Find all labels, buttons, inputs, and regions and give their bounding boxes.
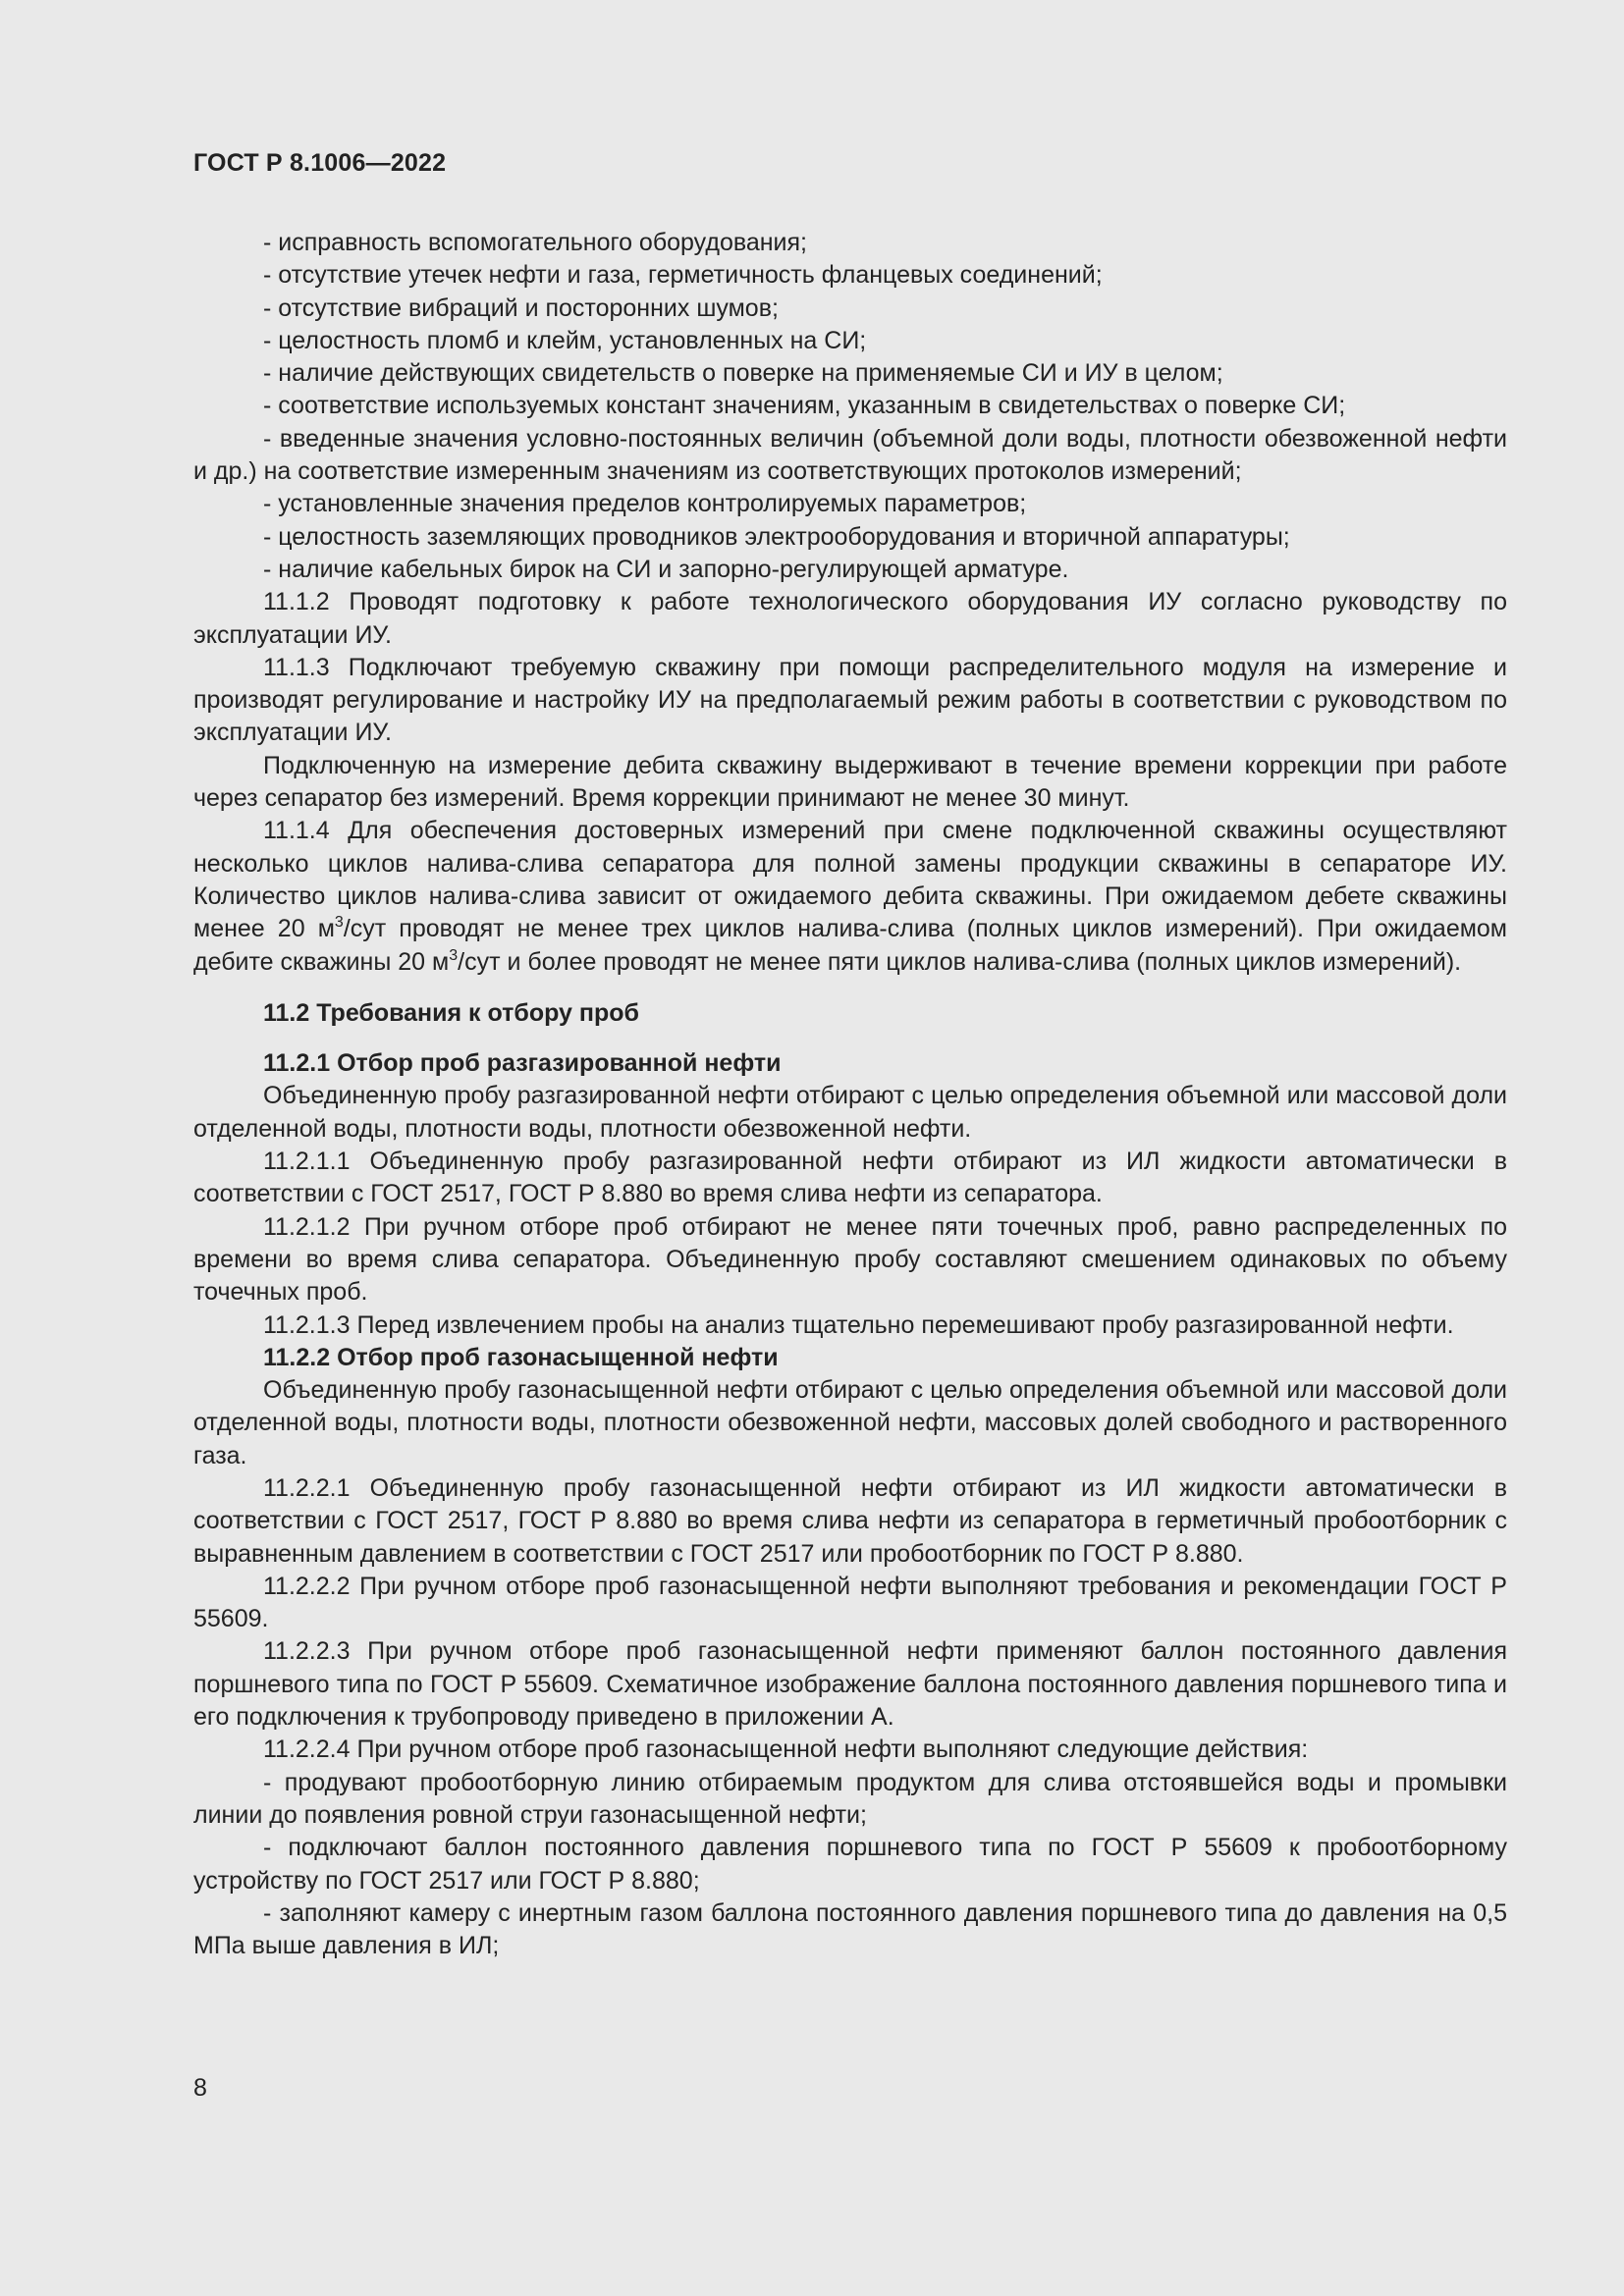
paragraph: Подключенную на измерение дебита скважину выдерживают в течение времени коррекции при работе через сепаратор без измерений. Время коррекции принимают не менее 30 минут. xyxy=(193,751,1507,813)
paragraph: 11.1.3 Подключают требуемую скважину при помощи распределительного модуля на измерение и производят регулирование и настройку ИУ на предполагаемый режим работы в соответствии с руководством по эксплуатации ИУ. xyxy=(193,653,1507,747)
paragraph: Объединенную пробу газонасыщенной нефти отбирают с целью определения объемной или массовой доли отделенной воды, плотности воды, плотности обезвоженной нефти, массовых долей свободного и растворенного газа. xyxy=(193,1376,1507,1469)
document-body xyxy=(193,227,1507,1962)
paragraph: 11.2.2.1 Объединенную пробу газонасыщенной нефти отбирают из ИЛ жидкости автоматически в соответствии с ГОСТ 2517, ГОСТ Р 8.880 во время слива нефти из сепаратора в герметичный пробоотборник с выравненным давлением в соответствии с ГОСТ 2517 или пробоотборник по ГОСТ Р 8.880. xyxy=(193,1473,1507,1568)
paragraph: 11.2.2.2 При ручном отборе проб газонасыщенной нефти выполняют требования и рекомендации ГОСТ Р 55609. xyxy=(193,1572,1507,1633)
paragraph: - целостность пломб и клейм, установленных на СИ; xyxy=(263,326,867,354)
paragraph: 11.2.1.3 Перед извлечением пробы на анализ тщательно перемешивают пробу разгазированной нефти. xyxy=(263,1310,1454,1339)
paragraph: - подключают баллон постоянного давления поршневого типа по ГОСТ Р 55609 к пробоотборному устройству по ГОСТ 2517 или ГОСТ Р 8.880; xyxy=(193,1834,1507,1895)
paragraph: 11.1.2 Проводят подготовку к работе технологического оборудования ИУ согласно руководству по эксплуатации ИУ. xyxy=(193,588,1507,649)
paragraph: - исправность вспомогательного оборудования; xyxy=(263,229,808,256)
paragraph: 11.2.2.4 При ручном отборе проб газонасыщенной нефти выполняют следующие действия: xyxy=(263,1735,1309,1764)
paragraph: - отсутствие утечек нефти и газа, герметичность фланцевых соединений; xyxy=(263,261,1103,290)
section-heading: 11.2 Требования к отбору проб xyxy=(263,998,639,1027)
paragraph: - продувают пробоотборную линию отбираемым продуктом для слива отстоявшейся воды и промывки линии до появления ровной струи газонасыщенной нефти; xyxy=(193,1768,1507,1829)
document-code-header: ГОСТ Р 8.1006—2022 xyxy=(193,149,447,177)
text-segment: /сут проводят не менее трех циклов налива-слива (полных циклов измерений). При ожидаемом дебите скважины 20 м xyxy=(193,915,1507,976)
page-number: 8 xyxy=(193,2074,207,2102)
paragraph: - отсутствие вибраций и посторонних шумов; xyxy=(263,294,779,322)
paragraph-with-superscript xyxy=(193,815,1507,978)
superscript: 3 xyxy=(449,946,459,964)
paragraph: Объединенную пробу разгазированной нефти отбирают с целью определения объемной или массовой доли отделенной воды, плотности воды, плотности обезвоженной нефти. xyxy=(193,1082,1507,1143)
paragraph: 11.2.1.1 Объединенную пробу разгазированной нефти отбирают из ИЛ жидкости автоматически в соответствии с ГОСТ 2517, ГОСТ Р 8.880 во время слива нефти из сепаратора. xyxy=(193,1148,1507,1208)
paragraph: - установленные значения пределов контролируемых параметров; xyxy=(263,490,1027,518)
text-segment: /сут и более проводят не менее пяти циклов налива-слива (полных циклов измерений). xyxy=(458,947,1462,976)
text-segment: 11.1.4 Для обеспечения достоверных измерений при смене подключенной скважины осуществляют несколько циклов налива-слива сепаратора для полной замены продукции скважины в сепараторе ИУ. Количество циклов налива-слива зависит от ожидаемого дебита скважины. При ожидаемом дебете скважины менее 20 м xyxy=(193,817,1507,943)
subsection-heading: 11.2.1 Отбор проб разгазированной нефти xyxy=(263,1049,782,1078)
paragraph: - заполняют камеру с инертным газом баллона постоянного давления поршневого типа до давления на 0,5 МПа выше давления в ИЛ; xyxy=(193,1898,1507,1960)
subsection-heading: 11.2.2 Отбор проб газонасыщенной нефти xyxy=(263,1343,779,1371)
superscript: 3 xyxy=(334,914,344,932)
paragraph: 11.2.2.3 При ручном отборе проб газонасыщенной нефти применяют баллон постоянного давления поршневого типа по ГОСТ Р 55609. Схематичное изображение баллона постоянного давления поршневого типа и его подключения к трубопроводу приведено в приложении А. xyxy=(193,1637,1507,1732)
paragraph: 11.2.1.2 При ручном отборе проб отбирают не менее пяти точечных проб, равно распределенных по времени во время слива сепаратора. Объединенную пробу составляют смешением одинаковых по объему точечных проб. xyxy=(193,1212,1507,1307)
paragraph: - соответствие используемых констант значениям, указанным в свидетельствах о поверке СИ; xyxy=(263,392,1346,420)
paragraph: - введенные значения условно-постоянных величин (объемной доли воды, плотности обезвоженной нефти и др.) на соответствие измеренным значениям из соответствующих протоколов измерений; xyxy=(193,424,1507,486)
paragraph: - наличие действующих свидетельств о поверке на применяемые СИ и ИУ в целом; xyxy=(263,359,1223,388)
paragraph: - целостность заземляющих проводников электрооборудования и вторичной аппаратуры; xyxy=(263,522,1290,551)
paragraph: - наличие кабельных бирок на СИ и запорно-регулирующей арматуре. xyxy=(263,555,1069,583)
